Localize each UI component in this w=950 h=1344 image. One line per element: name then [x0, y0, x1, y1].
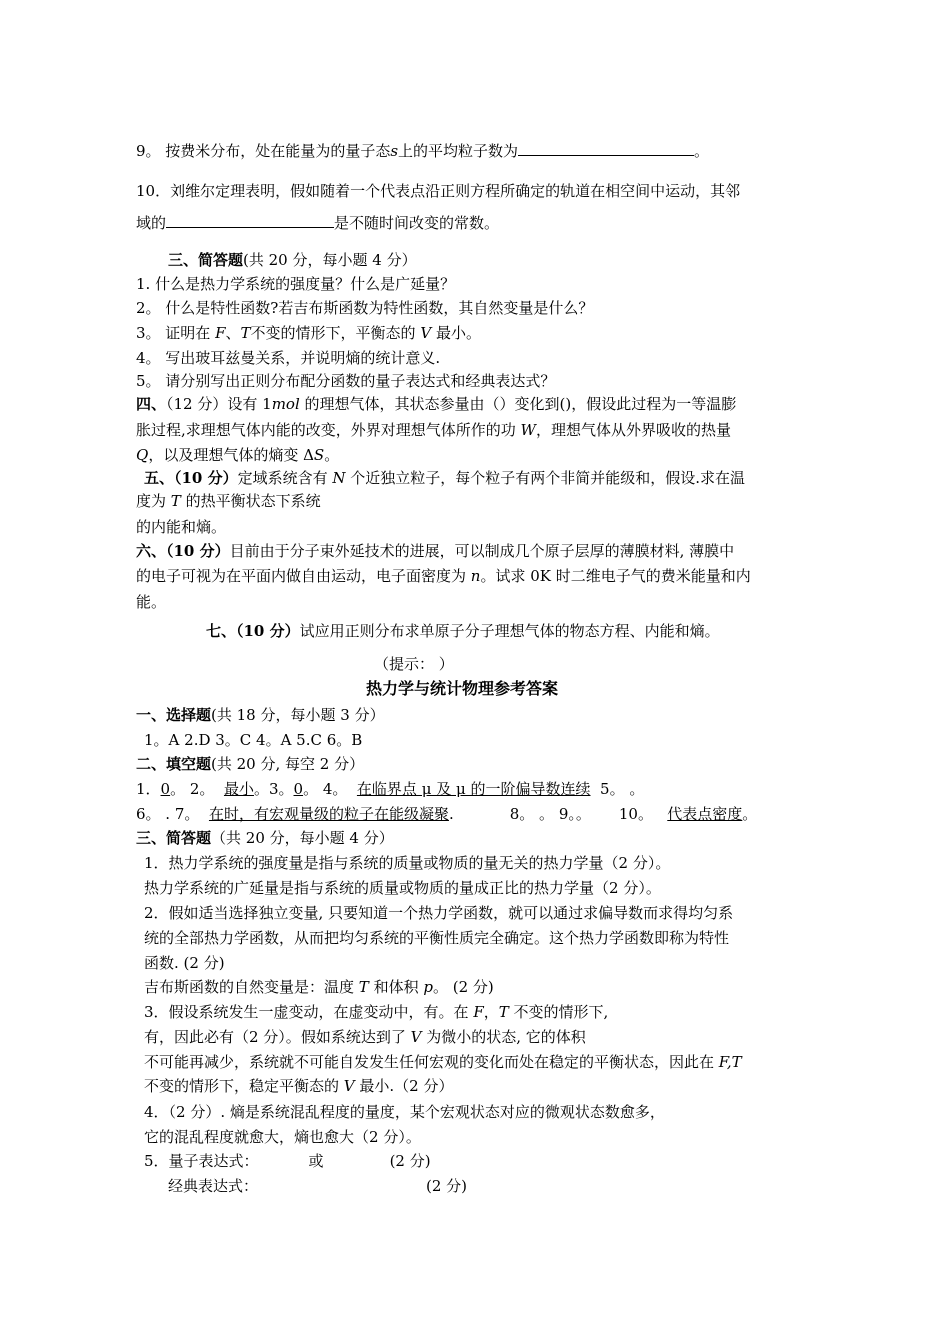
- a5-quantum-label: 5．量子表达式：: [144, 1152, 259, 1170]
- answer-section-1-title: 一、选择题: [136, 706, 212, 724]
- fill-10-label: 10。: [618, 805, 653, 823]
- section-5-text-4: 的热平衡状态下系统: [180, 492, 321, 510]
- a3-text-2: 不变的情形下,: [508, 1003, 609, 1021]
- fill-10-answer: 代表点密度: [667, 805, 743, 823]
- answer-3-3-line-2: [144, 1028, 586, 1046]
- section-7-head: 七、（10 分）: [206, 622, 300, 640]
- section-5-head: 五、（10 分）: [144, 469, 238, 487]
- fill-4-answer: 在临界点 μ 及 μ 的一阶偏导数连续: [356, 780, 591, 798]
- section-3-heading: [168, 251, 417, 269]
- section-4-text-5: ，以及理想气体的熵变 Δ: [148, 446, 314, 464]
- section-4-mol: mol: [271, 395, 300, 413]
- section-6-text-3: 。试求 0K 时二维电子气的费米能量和内: [480, 567, 751, 585]
- a5-points-2: (2 分): [426, 1177, 468, 1195]
- answer-section-2-heading: [136, 755, 364, 773]
- section-5-text-2: 个近独立粒子，每个粒子有两个非简并能级和，假设.求在温: [345, 469, 746, 487]
- a3-text-4: 为微小的状态, 它的体积: [421, 1028, 586, 1046]
- answer-section-3-title: 三、简答题: [136, 829, 212, 847]
- item-3-V: V: [420, 324, 432, 342]
- section-3-item-2: 2。 什么是特性函数?若吉布斯函数为特性函数，其自然变量是什么？: [136, 299, 594, 317]
- item-3-F: F: [215, 324, 226, 342]
- question-10-line-1: 10．刘维尔定理表明，假如随着一个代表点沿正则方程所确定的轨道在相空间中运动，其邻: [136, 182, 741, 200]
- item-3-mid: 、: [225, 324, 241, 342]
- a2-text-2: 和体积: [368, 978, 424, 996]
- a3-text-7: 最小.（2 分）: [354, 1077, 454, 1095]
- question-10-pre: 域的: [136, 214, 167, 232]
- section-3-item-3: [136, 324, 481, 342]
- section-5-N: N: [332, 469, 346, 487]
- section-4-text-6: 。: [324, 446, 340, 464]
- answer-section-2-note: (共 20 分, 每空 2 分）: [211, 755, 365, 773]
- section-4-W: W: [520, 421, 536, 439]
- a2-p: p: [423, 978, 433, 996]
- answer-key-title: 热力学与统计物理参考答案: [366, 679, 559, 698]
- a5-points: (2 分): [389, 1152, 431, 1170]
- section-6-head: 六、（10 分）: [136, 542, 230, 560]
- fill-7-end: .: [448, 805, 454, 823]
- section-6-text: 目前由于分子束外延技术的进展，可以制成几个原子层厚的薄膜材料, 薄膜中: [229, 542, 735, 560]
- section-4-text-4: ，理想气体从外界吸收的热量: [535, 421, 731, 439]
- answer-section-1-answers: 1。A 2.D 3。C 4。A 5.C 6。B: [144, 731, 363, 749]
- answer-3-4-line-2: 它的混乱程度就愈大，熵也愈大（2 分）。: [144, 1128, 421, 1146]
- section-4-line-3: [136, 446, 339, 464]
- section-3-item-4: 4。 写出玻耳兹曼关系，并说明熵的统计意义.: [136, 349, 441, 367]
- section-7-hint: （提示： ）: [374, 655, 454, 673]
- answer-section-2-title: 二、填空题: [136, 755, 212, 773]
- fill-1-answer: 0: [160, 780, 171, 798]
- answer-section-3-heading: [136, 829, 394, 847]
- section-6-text-2: 的电子可视为在平面内做自由运动，电子面密度为: [136, 567, 471, 585]
- section-7-text: 试应用正则分布求单原子分子理想气体的物态方程、内能和熵。: [299, 622, 720, 640]
- a2-text: 吉布斯函数的自然变量是：温度: [144, 978, 359, 996]
- a3-text-5: 不可能再减少，系统就不可能自发发生任何宏观的变化而处在稳定的平衡状态，因此在: [144, 1053, 719, 1071]
- answer-3-3-line-4: [144, 1077, 453, 1095]
- section-5-line-3: 的内能和熵。: [136, 518, 227, 536]
- section-4-line-1: [136, 395, 736, 413]
- a3-comma: ，: [483, 1003, 499, 1021]
- item-3-pre: 3。 证明在: [136, 324, 211, 342]
- fill-1-label: 1．: [136, 780, 161, 798]
- fill-6-7-label: 6。 . 7。: [136, 805, 200, 823]
- question-9-s: s: [390, 142, 399, 160]
- question-9: [136, 141, 709, 160]
- question-9-text: 9。 按费米分布，处在能量为的量子态: [136, 142, 391, 160]
- section-4-text-3: 胀过程,求理想气体内能的改变，外界对理想气体所作的功: [136, 421, 521, 439]
- answer-3-2-line-1: 2．假如适当选择独立变量, 只要知道一个热力学函数，就可以通过求偏导数而求得均匀系: [144, 904, 734, 922]
- answer-section-3-note: （共 20 分，每小题 4 分）: [211, 829, 394, 847]
- section-5-T: T: [170, 492, 181, 510]
- answer-3-2-line-2: 统的全部热力学函数，从而把均匀系统的平衡性质完全确定。这个热力学函数即称为特性: [144, 929, 730, 947]
- answer-3-5-line-2: [168, 1177, 467, 1195]
- section-3-title: 三、简答题: [168, 251, 244, 269]
- answer-3-1-line-1: 1．热力学系统的强度量是指与系统的质量或物质的量无关的热力学量（2 分）。: [144, 854, 671, 872]
- fill-2-label: 。 2。: [170, 780, 215, 798]
- question-10-post: 是不随时间改变的常数。: [334, 214, 500, 232]
- a3-V-2: V: [343, 1077, 355, 1095]
- a3-T: T: [498, 1003, 509, 1021]
- answer-section-2-row-1: [136, 780, 644, 798]
- answer-blank-9[interactable]: [518, 141, 694, 156]
- a2-T: T: [358, 978, 369, 996]
- a3-FT: F,T: [718, 1053, 742, 1071]
- section-4-Q: Q: [136, 446, 149, 464]
- answer-3-2-line-3: 函数. (2 分): [144, 954, 225, 972]
- answer-section-1-note: (共 18 分，每小题 3 分）: [211, 706, 385, 724]
- item-3-T: T: [240, 324, 251, 342]
- section-4-line-2: [136, 421, 731, 439]
- question-10-line-2: [136, 213, 499, 232]
- fill-4-label: 。 4。: [303, 780, 348, 798]
- section-6-line-1: [136, 542, 734, 560]
- section-3-item-1: 1. 什么是热力学系统的强度量？什么是广延量？: [136, 275, 456, 293]
- answer-section-2-row-2: [136, 805, 757, 823]
- a3-text: 3．假设系统发生一虚变动，在虚变动中，有。在: [144, 1003, 474, 1021]
- question-9-end: 。: [694, 142, 710, 160]
- answer-3-5-line-1: [144, 1152, 431, 1170]
- a3-F: F: [473, 1003, 484, 1021]
- item-3-end: 最小。: [431, 324, 481, 342]
- section-4-text-2: 的理想气体，其状态参量由（）变化到()，假设此过程为一等温膨: [299, 395, 737, 413]
- section-6-line-3: 能。: [136, 593, 167, 611]
- section-5-line-2: [136, 492, 321, 510]
- section-6-line-2: [136, 567, 751, 585]
- fill-5-label: 5。 。: [600, 780, 645, 798]
- item-3-post: 不变的情形下，平衡态的: [250, 324, 416, 342]
- answer-section-1-heading: [136, 706, 385, 724]
- a2-text-3: 。 (2 分): [432, 978, 494, 996]
- fill-7-answer: 在时，有宏观量级的粒子在能级凝聚: [208, 805, 449, 823]
- question-9-text-2: 上的平均粒子数为: [398, 142, 519, 160]
- fill-10-end: 。: [742, 805, 758, 823]
- section-6-n: n: [470, 567, 481, 585]
- section-4-head: 四、: [136, 395, 167, 413]
- section-5-text: 定域系统含有: [237, 469, 333, 487]
- answer-3-3-line-1: [144, 1003, 608, 1021]
- answer-3-2-line-4: [144, 978, 494, 996]
- fill-2-answer: 最小: [223, 780, 254, 798]
- fill-3-answer: 0: [293, 780, 304, 798]
- section-7-line: [206, 622, 720, 640]
- section-5-text-3: 度为: [136, 492, 171, 510]
- answer-3-1-line-2: 热力学系统的广延量是指与系统的质量或物质的量成正比的热力学量（2 分）。: [144, 879, 661, 897]
- section-4-text: （12 分）设有 1: [166, 395, 272, 413]
- a5-or: 或: [308, 1152, 324, 1170]
- section-3-item-5: 5。 请分别写出正则分布配分函数的量子表达式和经典表达式？: [136, 372, 556, 390]
- answer-blank-10[interactable]: [166, 213, 334, 228]
- section-4-S: S: [313, 446, 325, 464]
- section-5-line-1: [144, 469, 745, 487]
- a3-V: V: [410, 1028, 422, 1046]
- a3-text-3: 有，因此必有（2 分）。假如系统达到了: [144, 1028, 411, 1046]
- section-3-note: (共 20 分，每小题 4 分）: [243, 251, 417, 269]
- fill-3-label: 。3。: [253, 780, 294, 798]
- a3-text-6: 不变的情形下，稳定平衡态的: [144, 1077, 344, 1095]
- answer-3-3-line-3: [144, 1053, 742, 1071]
- fill-8-9-label: 8。 。 9。。: [509, 805, 591, 823]
- a5-classical-label: 经典表达式：: [168, 1177, 259, 1195]
- answer-3-4-line-1: 4．（2 分）. 熵是系统混乱程度的量度，某个宏观状态对应的微观状态数愈多，: [144, 1103, 665, 1121]
